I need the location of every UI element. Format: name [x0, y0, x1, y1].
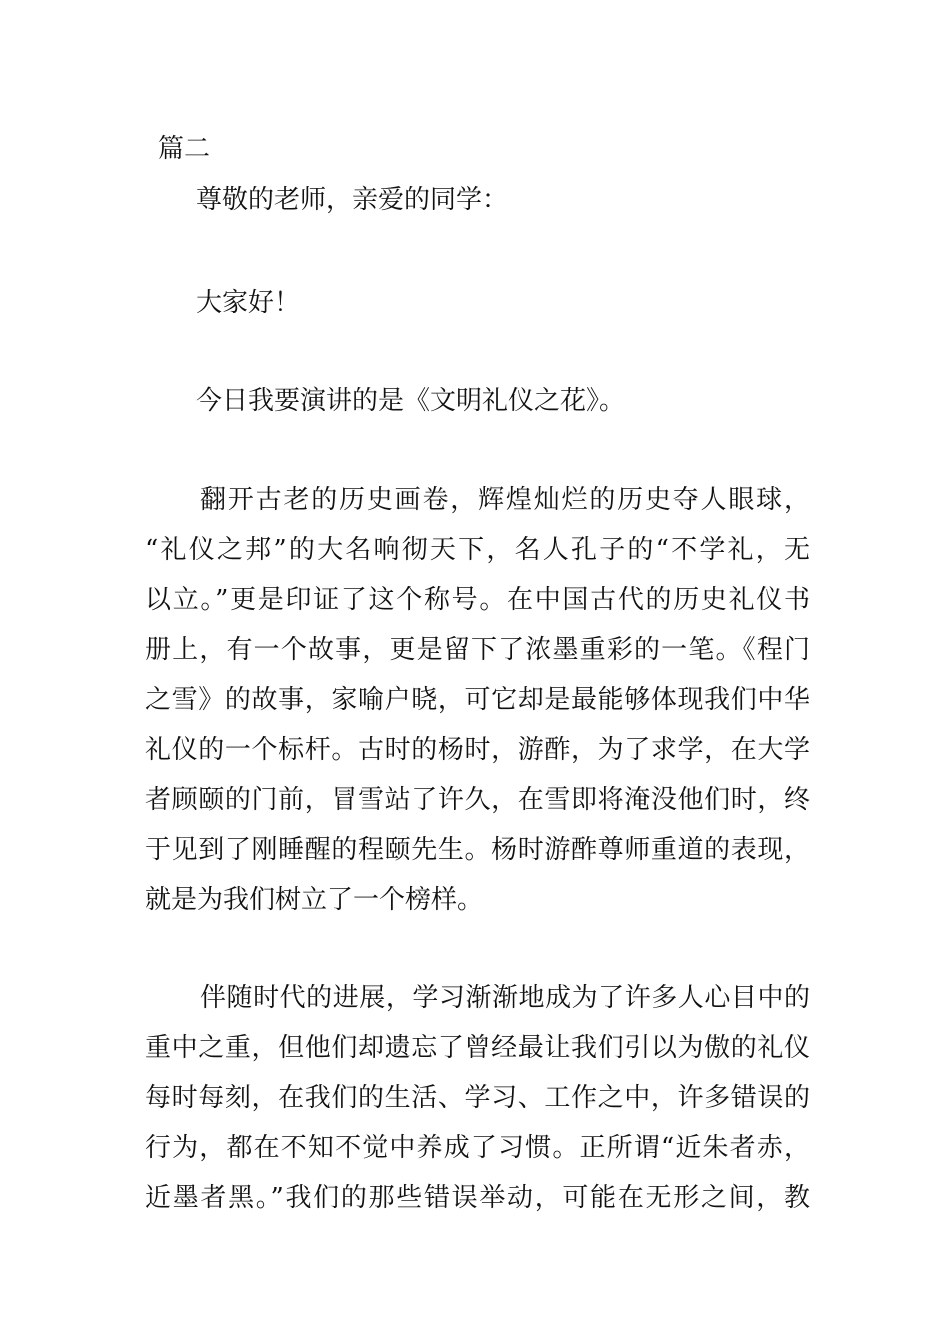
paragraph-line: 以立。”更是印证了这个称号。在中国古代的历史礼仪书 [145, 585, 810, 615]
paragraph-line: 行为，都在不知不觉中养成了习惯。正所谓“近朱者赤， [145, 1133, 810, 1163]
paragraph-line: 册上，有一个故事，更是留下了浓墨重彩的一笔。《程门 [145, 635, 810, 665]
greeting: 大家好！ [196, 288, 301, 318]
paragraph-line: “礼仪之邦”的大名响彻天下，名人孔子的“不学礼，无 [145, 535, 810, 565]
paragraph-line: 之雪》的故事，家喻户晓，可它却是最能够体现我们中华 [145, 685, 810, 715]
paragraph-line: 就是为我们树立了一个榜样。 [145, 885, 484, 915]
paragraph-line: 翻开古老的历史画卷，辉煌灿烂的历史夺人眼球， [200, 485, 810, 515]
paragraph-line: 于见到了刚睡醒的程颐先生。杨时游酢尊师重道的表现， [145, 835, 810, 865]
paragraph-line: 近墨者黑。”我们的那些错误举动，可能在无形之间，教 [145, 1183, 810, 1213]
paragraph-line: 者顾颐的门前，冒雪站了许久，在雪即将淹没他们时，终 [145, 785, 810, 815]
salutation: 尊敬的老师，亲爱的同学： [196, 185, 509, 215]
paragraph-modern [145, 973, 810, 1223]
section-heading: 篇二 [158, 134, 211, 164]
paragraph-history [145, 475, 810, 925]
paragraph-line: 重中之重，但他们却遗忘了曾经最让我们引以为傲的礼仪 [145, 1033, 810, 1063]
paragraph-line: 伴随时代的进展，学习渐渐地成为了许多人心目中的 [200, 983, 810, 1013]
speech-intro: 今日我要演讲的是《文明礼仪之花》。 [196, 386, 626, 416]
paragraph-line: 礼仪的一个标杆。古时的杨时，游酢，为了求学，在大学 [145, 735, 810, 765]
paragraph-line: 每时每刻，在我们的生活、学习、工作之中，许多错误的 [145, 1083, 810, 1113]
